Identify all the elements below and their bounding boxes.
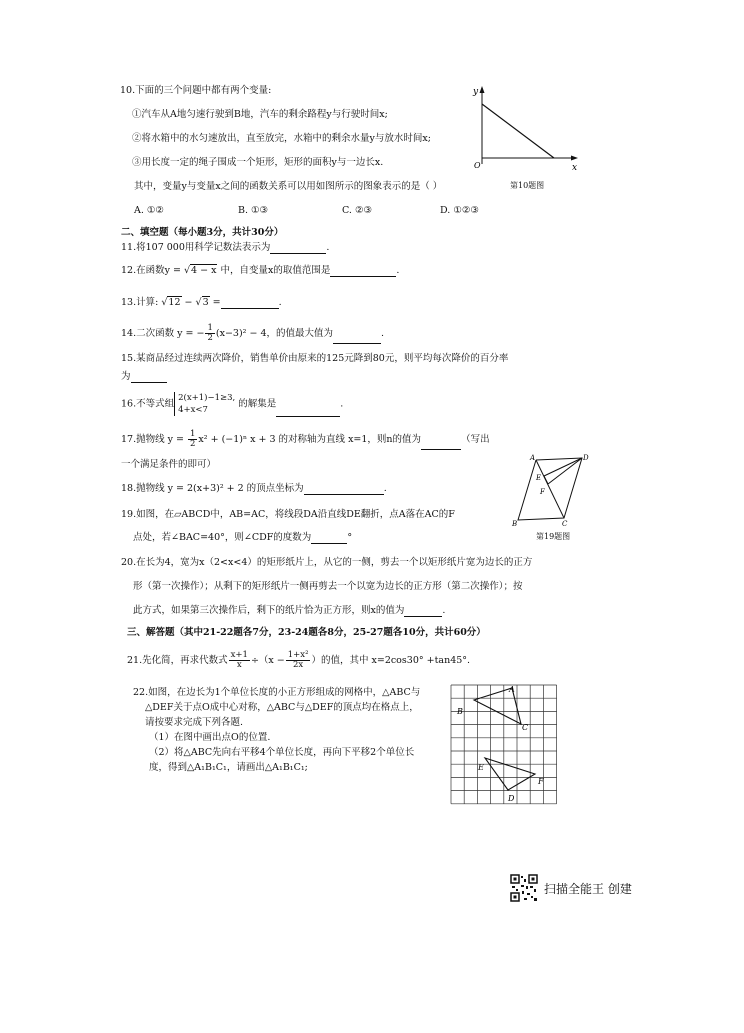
q14: 14.二次函数 y = − $\frac{1}{2}$ (x−3)² − 4，的值最大值为 .	[121, 323, 385, 343]
q21-fraction-1	[229, 651, 250, 670]
q14-fraction	[205, 324, 214, 343]
q17-pre: 17.抛物线 y =	[121, 434, 187, 445]
q22-label-e: E	[478, 763, 484, 772]
q13-minus: −	[181, 297, 196, 308]
q19-blank	[311, 543, 347, 544]
q10-item3: ③用长度一定的绳子围成一个矩形，矩形的面积y与一边长x.	[132, 157, 384, 168]
q10-question: 其中，变量y与变量x之间的函数关系可以用如图所示的图象表示的是（ ）	[134, 181, 443, 192]
q16-ineq2: 4+x<7	[178, 405, 208, 415]
q17-tail: （写出	[461, 434, 490, 445]
q22-line2: △DEF关于点O成中心对称，△ABC与△DEF的顶点均在格点上，	[145, 702, 419, 713]
q12-radicand: 4 − x	[191, 265, 217, 276]
q11-blank	[270, 253, 326, 254]
q15-blank	[131, 382, 167, 383]
q10-item2: ②将水箱中的水匀速放出，直至放完，水箱中的剩余水量y与放水时间x;	[132, 133, 431, 144]
q13-radicand-2: 3	[202, 297, 209, 308]
q19-fig-caption: 第19题图	[536, 532, 571, 541]
q19-label-b: B	[512, 520, 518, 528]
q18-blank	[304, 494, 384, 495]
q16-blank	[276, 416, 340, 417]
q10-option-c: C. ②③	[342, 205, 373, 216]
q13-radicand-1: 12	[168, 297, 181, 308]
q21-fraction-2	[286, 651, 311, 670]
q12: 12.在函数y = √4 − x 中，自变量x的取值范围是 .	[121, 265, 400, 276]
q20-line1: 20.在长为4，宽为x（2<x<4）的矩形纸片上，从它的一侧，剪去一个以矩形纸片宽为边长的正方	[121, 557, 533, 568]
q10-item1: ①汽车从A地匀速行驶到B地，汽车的剩余路程y与行驶时间x;	[132, 109, 388, 120]
q22-grid-figure	[450, 684, 562, 814]
q21-f1-num: x+1	[230, 650, 248, 660]
q19-label-c: C	[562, 520, 568, 528]
q20-line2: 形（第一次操作）；从剩下的矩形纸片一侧再剪去一个以宽为边长的正方形（第二次操作）；按	[133, 581, 523, 592]
q14-frac-num: 1	[207, 323, 213, 333]
q10-stem: 10.下面的三个问题中都有两个变量:	[120, 85, 272, 96]
q14-post: (x−3)² − 4，的值最大值为	[215, 328, 334, 339]
q20-blank	[404, 616, 442, 617]
q19-figure	[508, 450, 590, 530]
q22-label-a: A	[509, 685, 515, 694]
section2-title: 二、填空题（每小题3分，共计30分）	[121, 227, 284, 238]
q22-label-b: B	[457, 707, 463, 716]
q19-label-d: D	[583, 454, 589, 462]
q14-blank	[333, 343, 381, 344]
footer-text: 扫描全能王 创建	[544, 882, 632, 896]
q13-radical-sign-2: √	[195, 297, 202, 308]
q17-frac-num: 1	[190, 429, 196, 439]
q19-label-e: E	[536, 474, 542, 482]
q11-text: 11.将107 000用科学记数法表示为	[121, 242, 271, 253]
q13-post: =	[209, 297, 221, 308]
q19-line2	[133, 531, 352, 544]
q22-triangle-def	[485, 758, 535, 790]
q10-origin-label: O	[474, 161, 481, 170]
q21-f1-den: x	[236, 660, 242, 670]
q22-label-c: C	[522, 723, 529, 732]
q19-label-f: F	[540, 488, 545, 496]
q10-axis-y-label: y	[473, 87, 479, 97]
q16-post: 的解集是	[238, 398, 277, 410]
q22-sub2b: 度，得到△A₁B₁C₁，请画出△A₁B₁C₁;	[149, 762, 308, 773]
q22-line3: 请按要求完成下列各题.	[145, 717, 244, 728]
q22-sub1: （1）在图中画出点O的位置.	[149, 732, 271, 743]
section3-title: 三、解答题（其中21-22题各7分，23-24题各8分，25-27题各10分，共计60分）	[127, 627, 486, 638]
q13-blank	[221, 308, 279, 309]
q12-radical-sign: √	[183, 265, 191, 276]
q16-pre: 16.不等式组	[121, 398, 175, 410]
q16: 16.不等式组 2(x+1)−1≥3, 4+x<7 的解集是 .	[121, 393, 344, 415]
q20-line3: 此方式，如果第三次操作后，剩下的纸片恰为正方形，则x的值为 .	[133, 605, 446, 616]
q21	[127, 650, 470, 672]
q10-graph	[468, 84, 583, 174]
q11: 11.将107 000用科学记数法表示为 .	[121, 242, 330, 253]
q16-system	[174, 392, 235, 416]
q20-line3-text: 此方式，如果第三次操作后，剩下的纸片恰为正方形，则x的值为	[133, 605, 405, 616]
q15-line2	[121, 370, 167, 383]
q14-pre: 14.二次函数 y = −	[121, 328, 205, 339]
q19-label-a: A	[530, 454, 536, 462]
q14-frac-den: 2	[207, 333, 213, 343]
q13-radical-sign-1: √	[161, 297, 168, 308]
q19-line2-end: °	[347, 532, 353, 543]
q17-fraction	[188, 430, 197, 449]
q10-option-a: A. ①②	[134, 205, 164, 216]
q22-label-d: D	[508, 794, 515, 803]
qr-code-icon	[510, 874, 538, 902]
q17-mid: x² + (−1)ⁿ x + 3 的对称轴为直线 x=1，则n的值为	[198, 434, 422, 445]
q16-ineq1: 2(x+1)−1≥3,	[178, 393, 236, 403]
q22-label-f: F	[538, 777, 544, 786]
q10-option-b: B. ①③	[238, 205, 269, 216]
q17	[121, 430, 490, 450]
q19-line2-text: 点处，若∠BAC=40°，则∠CDF的度数为	[133, 532, 312, 543]
q21-post: ）的值，其中 x=2cos30° +tan45°.	[311, 655, 471, 666]
q12-pre: 12.在函数y =	[121, 265, 184, 276]
q21-mid: ÷（x −	[250, 655, 285, 666]
q10-axis-x-label: x	[572, 163, 578, 173]
q17-frac-den: 2	[190, 439, 196, 449]
q21-f2-den: 2x	[293, 660, 304, 670]
q22-line1: 22.如图，在边长为1个单位长度的小正方形组成的网格中，△ABC与	[133, 687, 421, 698]
q19-line1: 19.如图，在▱ABCD中，AB=AC，将线段DA沿直线DE翻折，点A落在AC的F	[121, 509, 455, 520]
q18: 18.抛物线 y = 2(x+3)² + 2 的顶点坐标为 .	[121, 483, 387, 494]
q10-option-d: D. ①②③	[440, 205, 479, 216]
q12-post: 中，自变量x的取值范围是	[217, 265, 331, 276]
q17-blank	[421, 449, 461, 450]
q21-f2-num: 1+x²	[287, 650, 309, 660]
q18-text: 18.抛物线 y = 2(x+3)² + 2 的顶点坐标为	[121, 483, 304, 494]
q13: 13.计算: √12 − √3 = .	[121, 297, 282, 308]
q21-pre: 21.先化简，再求代数式	[127, 655, 228, 666]
q12-blank	[330, 276, 396, 277]
q15-line1: 15.某商品经过连续两次降价，销售单价由原来的125元降到80元，则平均每次降价的百分率	[121, 353, 509, 364]
q13-pre: 13.计算:	[121, 297, 162, 308]
q22-sub2a: （2）将△ABC先向右平移4个单位长度，再向下平移2个单位长	[149, 747, 415, 758]
q15-line2-text: 为	[121, 371, 131, 382]
q17-line2: 一个满足条件的即可）	[121, 459, 217, 470]
q10-fig-caption: 第10题图	[510, 181, 545, 190]
